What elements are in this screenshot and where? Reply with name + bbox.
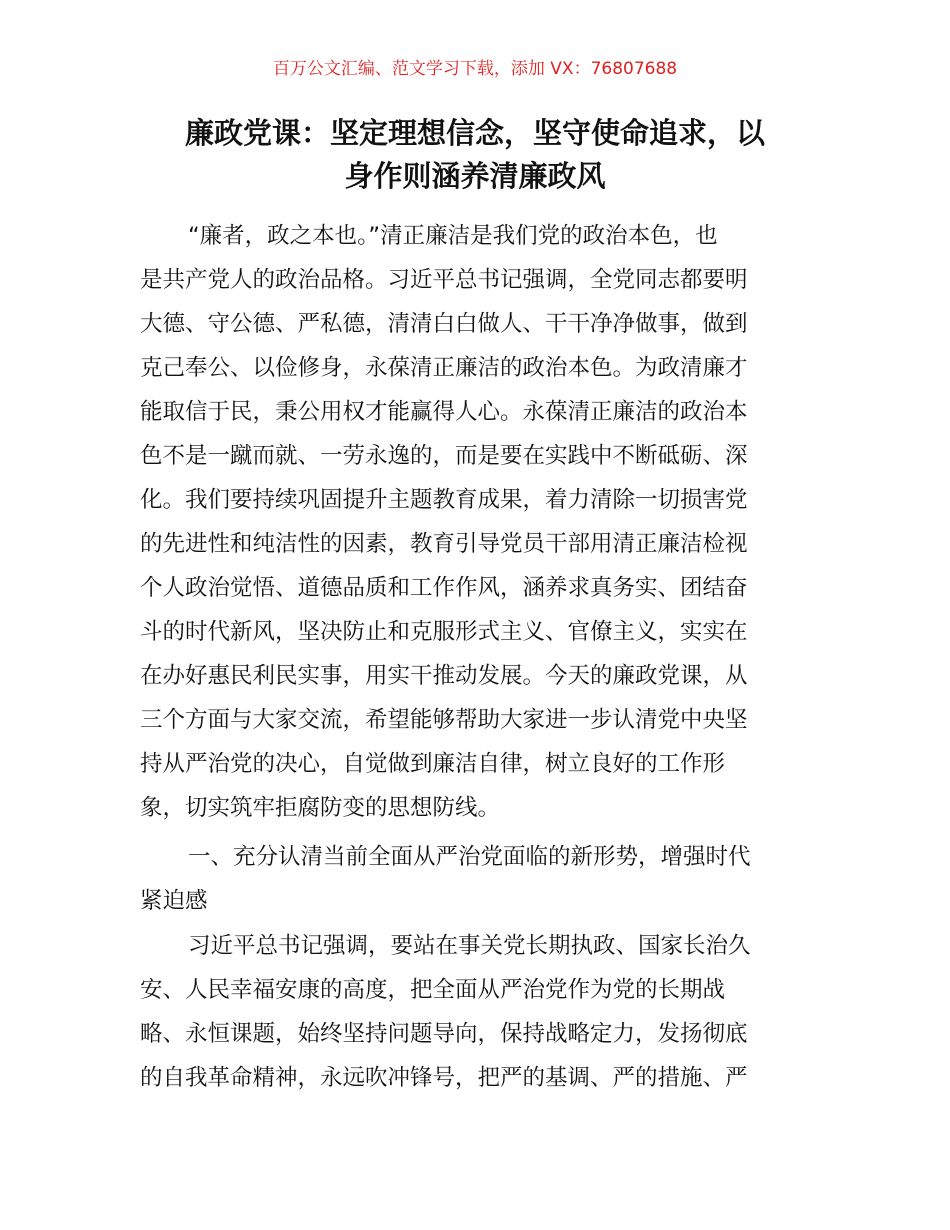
heading-line: 一、充分认清当前全面从严治党面临的新形势，增强时代 (188, 844, 751, 870)
header-banner: 百万公文汇编、范文学习下载，添加 VX：76807688 (272, 59, 678, 79)
heading-line: 紧迫感 (140, 888, 208, 914)
document-title (130, 112, 820, 198)
paragraph-line: 是共产党人的政治品格。习近平总书记强调，全党同志都要明 (140, 267, 748, 293)
paragraph-line: 能取信于民，秉公用权才能赢得人心。永葆清正廉洁的政治本 (140, 399, 748, 425)
paragraph-line: 持从严治党的决心，自觉做到廉洁自律，树立良好的工作形 (140, 751, 726, 777)
section-heading (140, 835, 812, 923)
paragraph-line: 克己奉公、以俭修身，永葆清正廉洁的政治本色。为政清廉才 (140, 355, 748, 381)
section-paragraph (140, 924, 812, 1100)
paragraph-line: 的先进性和纯洁性的因素，教育引导党员干部用清正廉洁检视 (140, 531, 748, 557)
intro-paragraph (140, 214, 812, 830)
title-line: 身作则涵养清廉政风 (344, 159, 606, 193)
paragraph-line: 色不是一蹴而就、一劳永逸的，而是要在实践中不断砥砺、深 (140, 443, 748, 469)
paragraph-line: 的自我革命精神，永远吹冲锋号，把严的基调、严的措施、严 (140, 1065, 748, 1091)
paragraph-line: 斗的时代新风，坚决防止和克服形式主义、官僚主义，实实在 (140, 619, 748, 645)
paragraph-line: 安、人民幸福安康的高度，把全面从严治党作为党的长期战 (140, 977, 726, 1003)
title-line: 廉政党课：坚定理想信念，坚守使命追求，以 (184, 116, 765, 150)
paragraph-line: 大德、守公德、严私德，清清白白做人、干干净净做事，做到 (140, 311, 748, 337)
paragraph-line: 个人政治觉悟、道德品质和工作作风，涵养求真务实、团结奋 (140, 575, 748, 601)
paragraph-line: 在办好惠民利民实事，用实干推动发展。今天的廉政党课，从 (140, 663, 748, 689)
paragraph-line: “廉者，政之本也。”清正廉洁是我们党的政治本色，也 (188, 223, 718, 249)
paragraph-line: 三个方面与大家交流，希望能够帮助大家进一步认清党中央坚 (140, 707, 748, 733)
paragraph-line: 象，切实筑牢拒腐防变的思想防线。 (140, 795, 501, 821)
paragraph-line: 习近平总书记强调，要站在事关党长期执政、国家长治久 (188, 933, 751, 959)
paragraph-line: 化。我们要持续巩固提升主题教育成果，着力清除一切损害党 (140, 487, 748, 513)
paragraph-line: 略、永恒课题，始终坚持问题导向，保持战略定力，发扬彻底 (140, 1021, 748, 1047)
